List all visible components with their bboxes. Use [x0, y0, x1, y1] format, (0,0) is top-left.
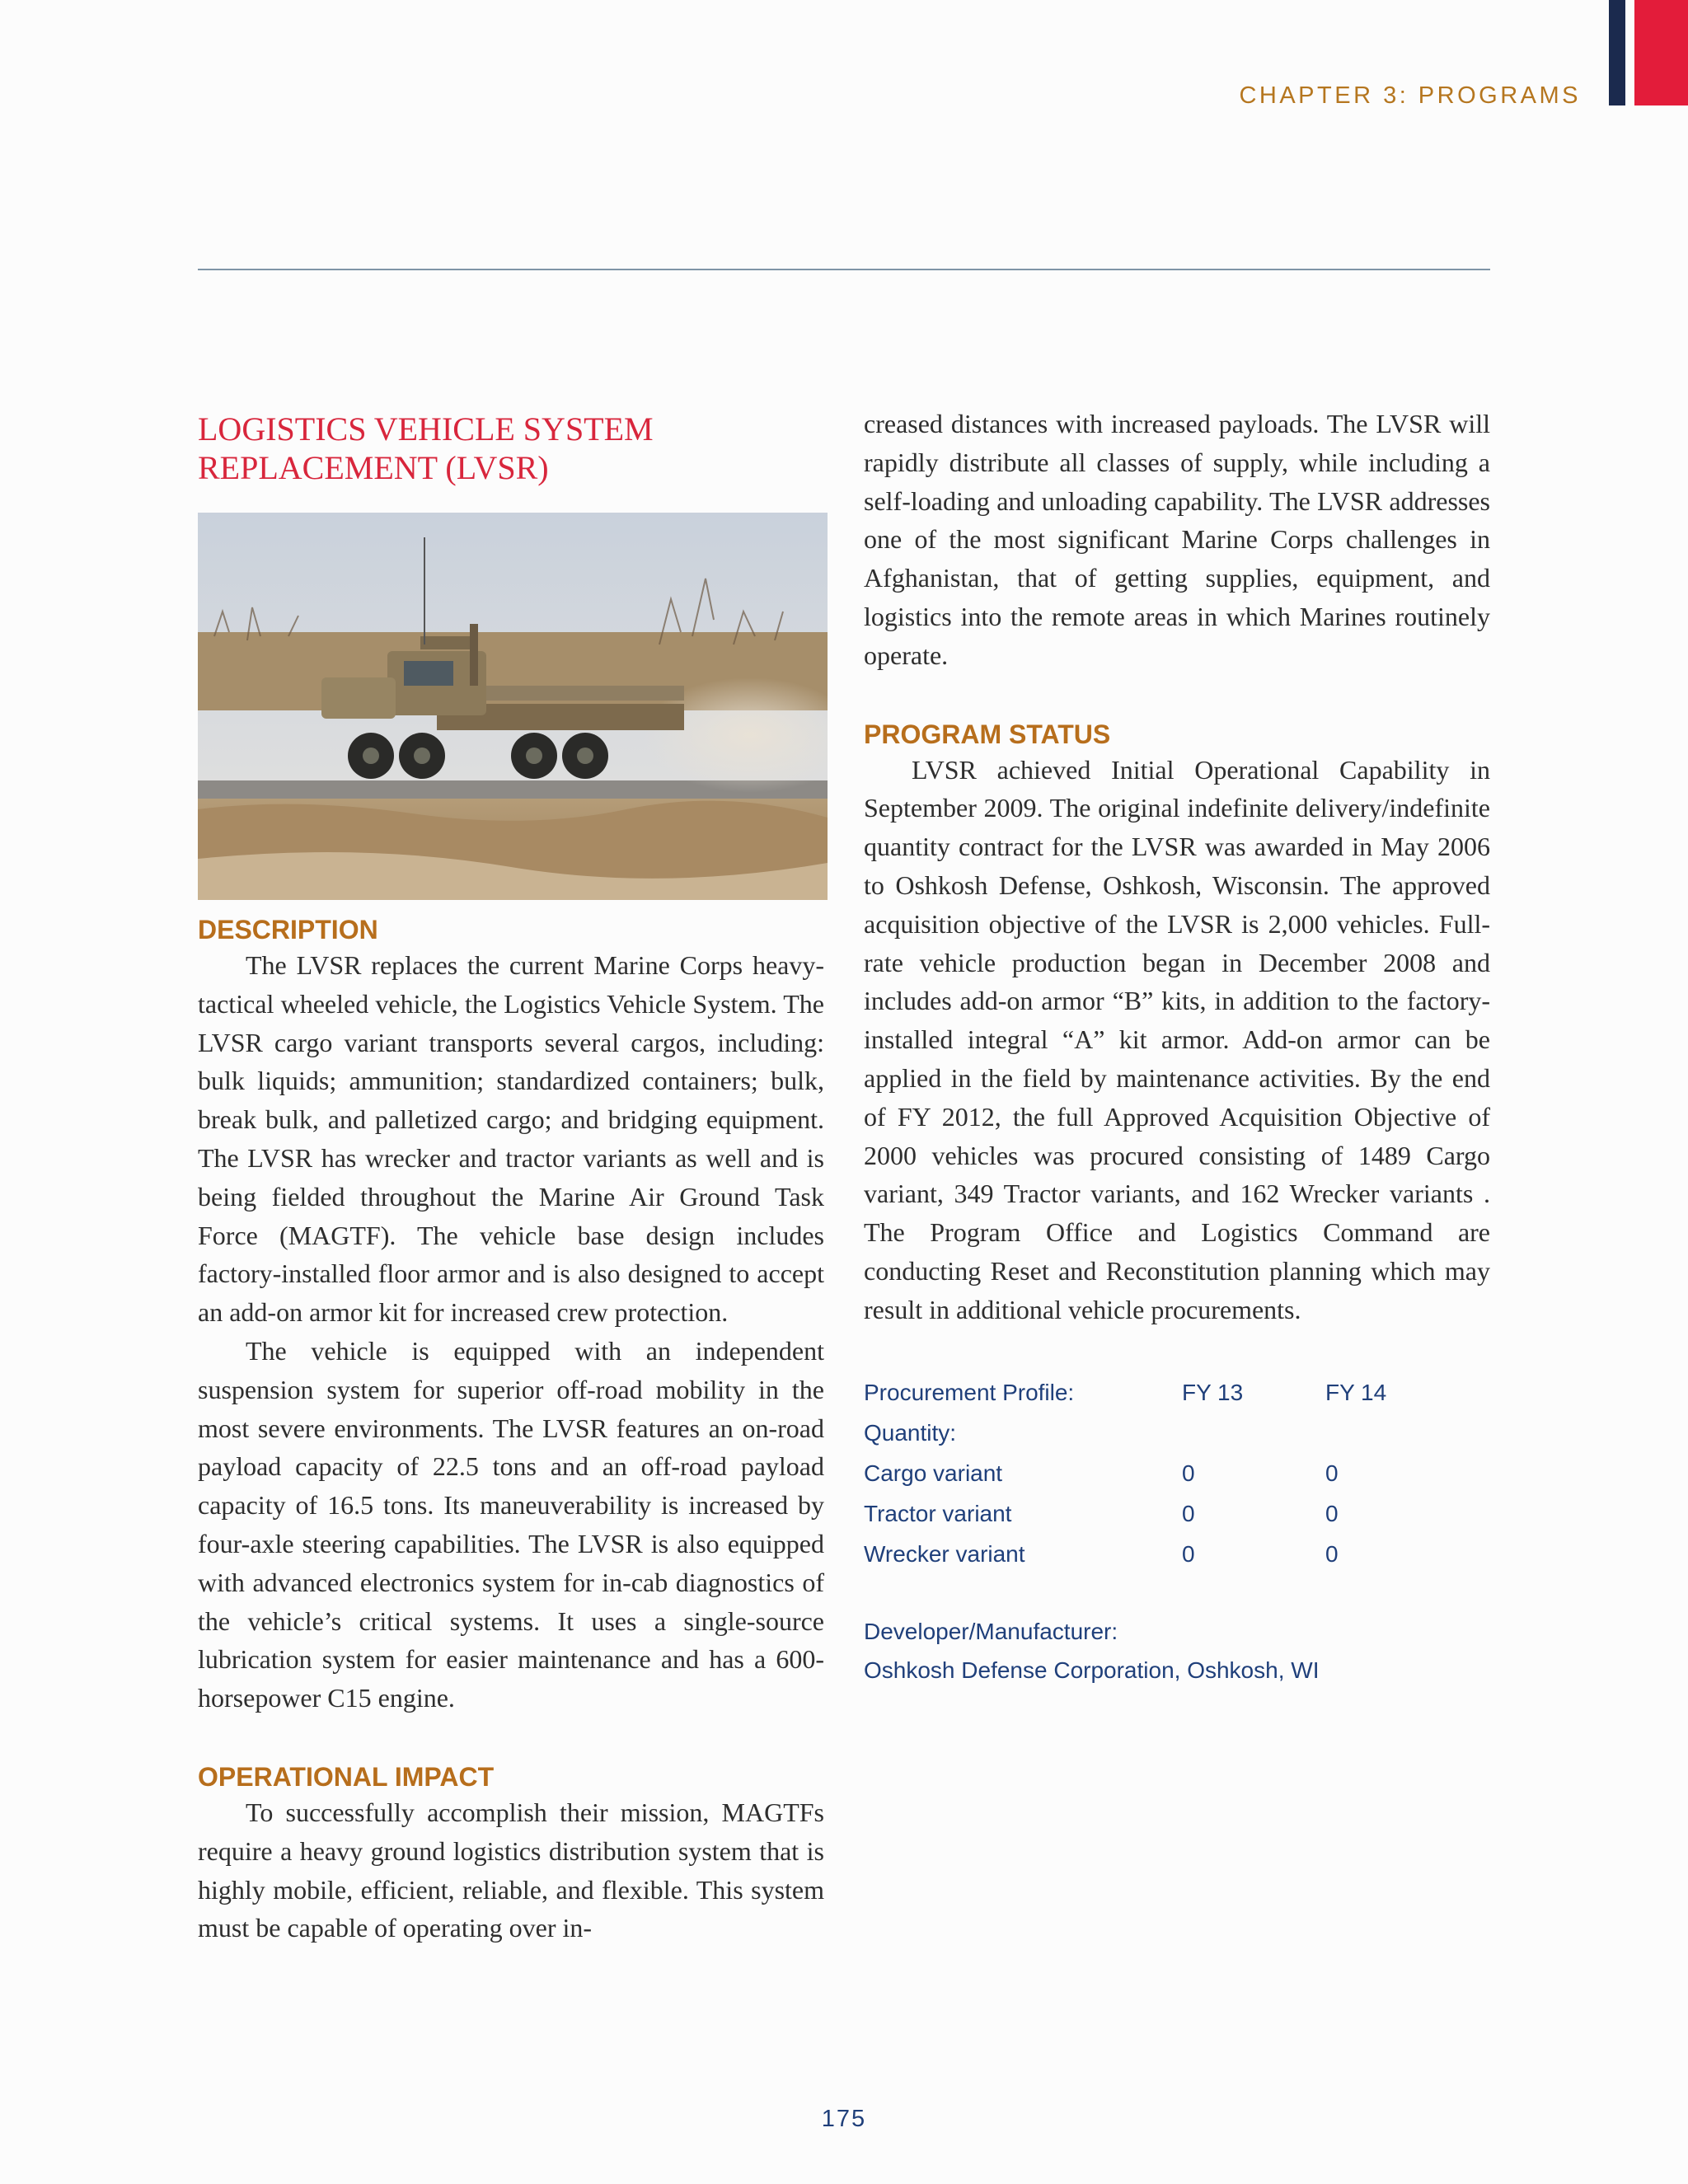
- operational-impact-paragraph-part-2: creased distances with increased payloads. The LVSR will rapidly distribute all classes of supply, while including a self-loading and unloading capability. The LVSR addresses one of the most significant Marine Corps challenges in Afghanistan, that of getting supplies, equipment, and logistics into the remote areas in which Marines routinely operate.: [864, 409, 1490, 670]
- row-fy13-value: 0: [1182, 1500, 1195, 1526]
- table-row: [864, 1493, 1490, 1534]
- developer-label: Developer/Manufacturer:: [864, 1618, 1118, 1644]
- table-row: [864, 1534, 1490, 1574]
- procurement-table: [864, 1372, 1490, 1574]
- description-paragraph-1: The LVSR replaces the current Marine Corps heavy-tactical wheeled vehicle, the Logistics Vehicle System. The LVSR cargo variant transports several cargos, including: bulk liquids; ammunition; standardized containers; bulk, break bulk, and palletized cargo; and bridging equipment. The LVSR has wrecker and tractor variants as well and is being fielded throughout the Marine Air Ground Task Force (MAGTF). The vehicle base design includes factory-installed floor armor and is also designed to accept an add-on armor kit for increased crew protection.: [198, 950, 824, 1328]
- row-name: Tractor variant: [864, 1500, 1012, 1526]
- row-name: Wrecker variant: [864, 1540, 1025, 1567]
- program-status-paragraph: LVSR achieved Initial Operational Capability in September 2009. The original indefinite delivery/indefinite quantity contract for the LVSR was awarded in May 2006 to Oshkosh Defense, Oshkosh, Wisconsin. The approved acquisition objective of the LVSR is 2,000 vehicles. Full-rate vehicle production began in December 2008 and includes add-on armor “B” kits, in addition to the factory-installed integral “A” kit armor. Add-on armor can be applied in the field by maintenance activities. By the end of FY 2012, the full Approved Acquisition Objective of 2000 vehicles was procured consisting of 1489 Cargo variant, 349 Tractor variants, and 162 Wrecker variants . The Program Office and Logistics Command are conducting Reset and Reconstitution planning which may result in additional vehicle procurements.: [864, 754, 1490, 1324]
- title-line-2: REPLACEMENT (LVSR): [198, 449, 549, 486]
- row-fy13-value: 0: [1182, 1460, 1195, 1486]
- row-fy14-value: 0: [1325, 1460, 1339, 1486]
- procurement-quantity-row: [864, 1413, 1490, 1453]
- table-row: [864, 1453, 1490, 1493]
- developer-value: Oshkosh Defense Corporation, Oshkosh, WI: [864, 1657, 1320, 1683]
- title-line-1: LOGISTICS VEHICLE SYSTEM: [198, 410, 654, 448]
- row-fy14-value: 0: [1325, 1500, 1339, 1526]
- header-flag-red-stripe: [1634, 0, 1688, 105]
- header-rule: [198, 269, 1490, 270]
- left-column: [198, 410, 824, 1947]
- procurement-profile-label: Procurement Profile:: [864, 1379, 1075, 1405]
- lvsr-truck-photo: [198, 513, 828, 900]
- operational-impact-paragraph-part-1: To successfully accomplish their mission, MAGTFs require a heavy ground logistics distribution system that is highly mobile, efficient, reliable, and flexible. This system must be capable of operating over in-: [198, 1797, 824, 1943]
- row-fy13-value: 0: [1182, 1540, 1195, 1567]
- quantity-label: Quantity:: [864, 1419, 957, 1446]
- right-column: [864, 410, 1490, 1690]
- chapter-heading: CHAPTER 3: PROGRAMS: [1239, 82, 1581, 109]
- row-fy14-value: 0: [1325, 1540, 1339, 1567]
- page-title: [198, 410, 824, 487]
- header-flag-navy-stripe: [1609, 0, 1625, 105]
- procurement-col-fy14: FY 14: [1325, 1379, 1387, 1405]
- row-name: Cargo variant: [864, 1460, 1003, 1486]
- procurement-header-row: [864, 1372, 1490, 1413]
- program-status-heading: PROGRAM STATUS: [864, 719, 1111, 749]
- description-heading: DESCRIPTION: [198, 915, 378, 944]
- page-number: 175: [821, 2106, 867, 2132]
- operational-impact-heading: OPERATIONAL IMPACT: [198, 1761, 495, 1792]
- description-paragraph-2: The vehicle is equipped with an independent suspension system for superior off-road mobility in the most severe environments. The LVSR features an on-road payload capacity of 22.5 tons and an off-road payload capacity of 16.5 tons. Its maneuverability is increased by four-axle steering capabilities. The LVSR is also equipped with advanced electronics system for in-cab diagnostics of the vehicle’s critical systems. It uses a single-source lubrication system for easier maintenance and has a 600-horsepower C15 engine.: [198, 1335, 824, 1713]
- procurement-col-fy13: FY 13: [1182, 1379, 1244, 1405]
